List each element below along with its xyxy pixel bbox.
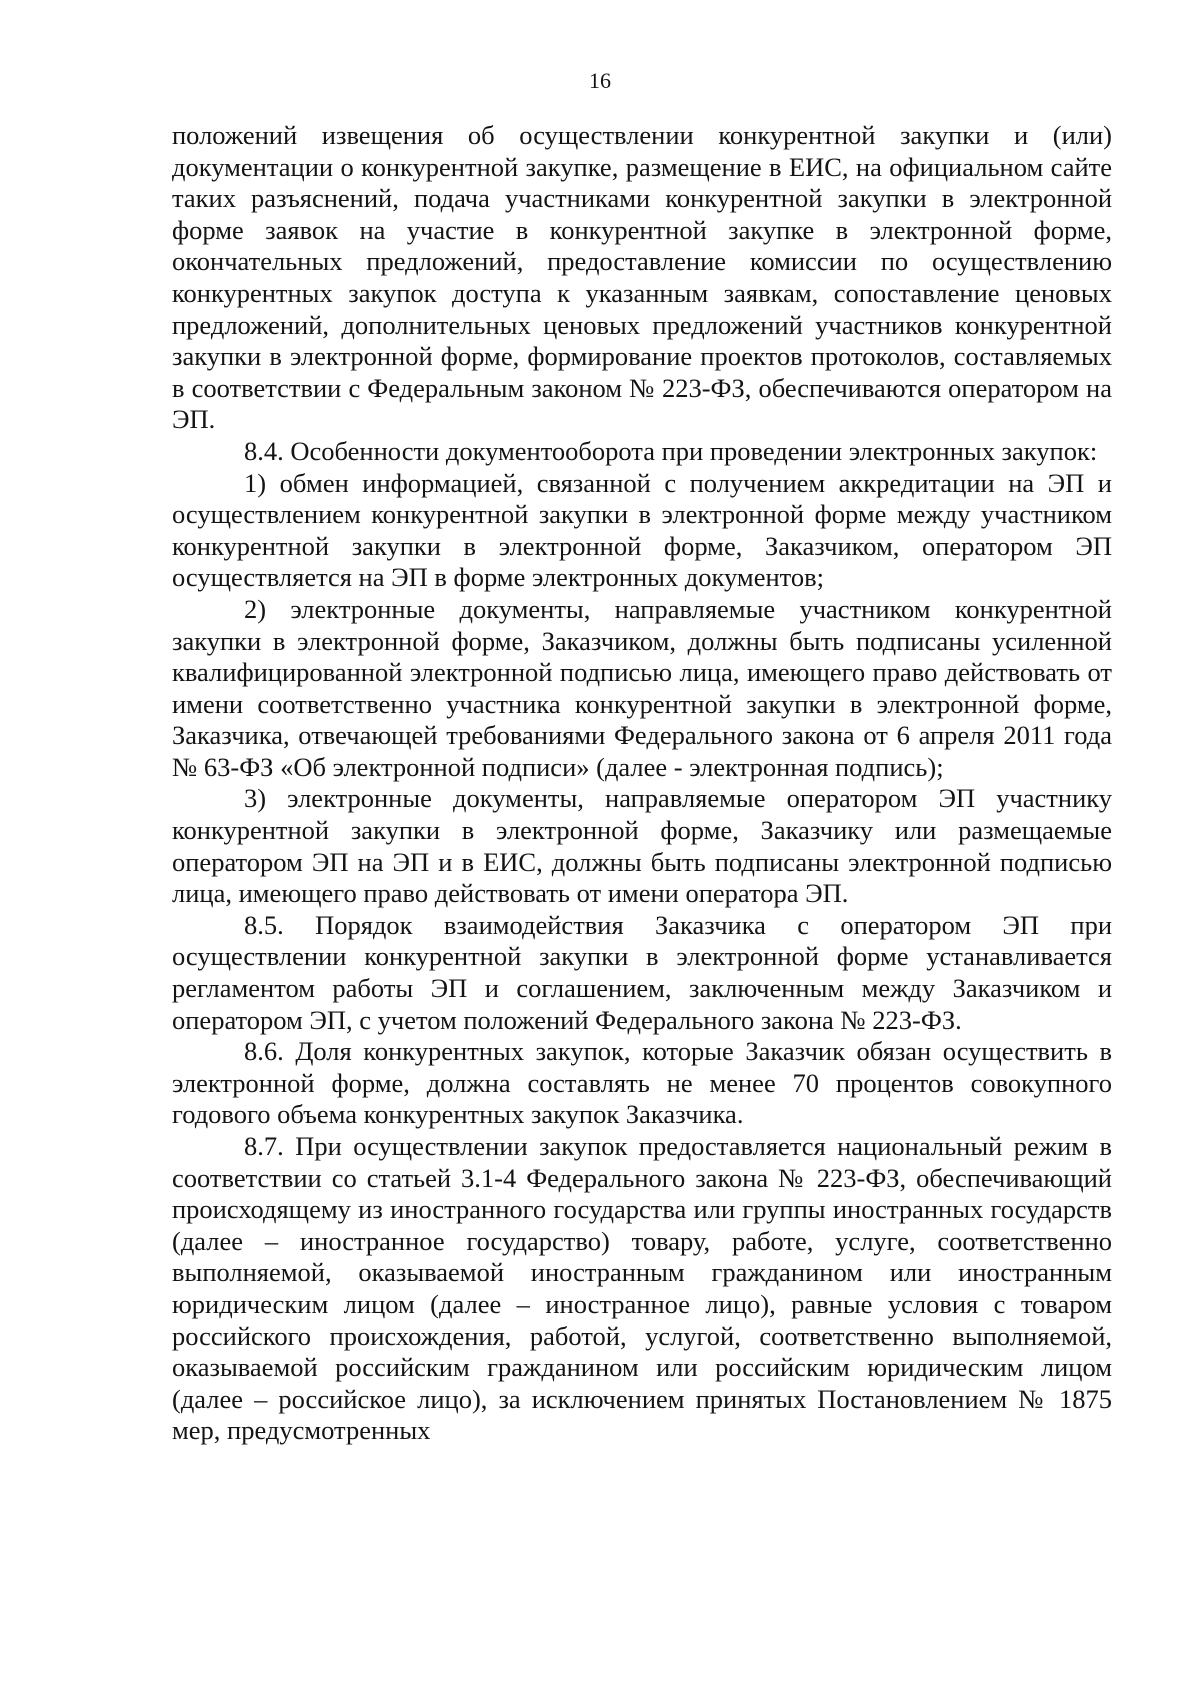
list-item-8-4-3: 3) электронные документы, направляемые оператором ЭП участнику конкурентной закупки в электронной форме, Заказчику или размещаемые оператором ЭП на ЭП и в ЕИС, должны быть подписаны электронной подписью лица, имеющего право действовать от имени оператора ЭП. [172, 783, 1112, 909]
list-item-8-4-2: 2) электронные документы, направляемые участником конкурентной закупки в электронной форме, Заказчиком, должны быть подписаны усиленной квалифицированной электронной подписью лица, имеющего право действовать от имени соответственно участника конкурентной закупки в электронной форме, Заказчика, отвечающей требованиями Федерального закона от 6 апреля 2011 года № 63-ФЗ «Об электронной подписи» (далее - электронная подпись); [172, 593, 1112, 782]
paragraph-8-5: 8.5. Порядок взаимодействия Заказчика с оператором ЭП при осуществлении конкурентной закупки в электронной форме устанавливается регламентом работы ЭП и соглашением, заключенным между Заказчиком и оператором ЭП, с учетом положений Федерального закона № 223-ФЗ. [172, 909, 1112, 1035]
paragraph-8-7: 8.7. При осуществлении закупок предоставляется национальный режим в соответствии со статьей 3.1-4 Федерального закона № 223-ФЗ, обеспечивающий происходящему из иностранного государства или группы иностранных государств (далее – иностранное государство) товару, работе, услуге, соответственно выполняемой, оказываемой иностранным гражданином или иностранным юридическим лицом (далее – иностранное лицо), равные условия с товаром российского происхождения, работой, услугой, соответственно выполняемой, оказываемой российским гражданином или российским юридическим лицом (далее – российское лицо), за исключением принятых Постановлением № 1875 мер, предусмотренных [172, 1131, 1112, 1446]
paragraph-continuation: положений извещения об осуществлении конкурентной закупки и (или) документации о конкурентной закупке, размещение в ЕИС, на официальном сайте таких разъяснений, подача участниками конкурентной закупки в электронной форме заявок на участие в конкурентной закупке в электронной форме, окончательных предложений, предоставление комиссии по осуществлению конкурентных закупок доступа к указанным заявкам, сопоставление ценовых предложений, дополнительных ценовых предложений участников конкурентной закупки в электронной форме, формирование проектов протоколов, составляемых в соответствии с Федеральным законом № 223-ФЗ, обеспечиваются оператором на ЭП. [172, 120, 1112, 435]
paragraph-8-6: 8.6. Доля конкурентных закупок, которые Заказчик обязан осуществить в электронной форме, должна составлять не менее 70 процентов совокупного годового объема конкурентных закупок Заказчика. [172, 1036, 1112, 1130]
paragraph-8-4: 8.4. Особенности документооборота при проведении электронных закупок: [244, 435, 1098, 466]
page-number: 16 [589, 68, 611, 93]
list-item-8-4-1: 1) обмен информацией, связанной с получением аккредитации на ЭП и осуществлением конкурентной закупки в электронной форме между участником конкурентной закупки в электронной форме, Заказчиком, оператором ЭП осуществляется на ЭП в форме электронных документов; [172, 467, 1112, 593]
document-body [172, 120, 1112, 1447]
